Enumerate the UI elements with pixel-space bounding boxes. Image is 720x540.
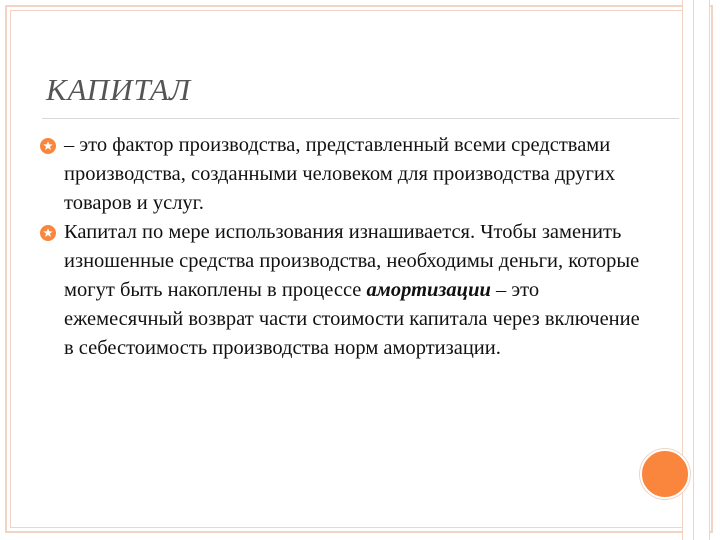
bullet-item-amortization [40,218,640,363]
emphasized-term: амортизации [366,279,491,301]
bullet-text-after: – это ежемесячный возврат части стоимости капитала через включение в себестоимость производства норм амортизации. [64,279,640,359]
bullet-text-before: Капитал по мере использования изнашивается. Чтобы заменить изношенные средства производства, необходимы деньги, которые могут быть накоплены в процессе [64,221,640,301]
bullet-item-definition [40,131,640,218]
decorative-circle [640,449,690,499]
decorative-strip-line [693,0,694,540]
bullet-icon [40,138,56,154]
slide-title: КАПИТАЛ [46,72,192,107]
bullet-text: – это фактор производства, представленный всеми средствами производства, созданными человеком для производства других товаров и услуг. [64,134,616,214]
bullet-icon [40,225,56,241]
bullet-list [40,131,640,363]
decorative-side-strip [682,0,710,540]
title-divider [42,118,679,119]
